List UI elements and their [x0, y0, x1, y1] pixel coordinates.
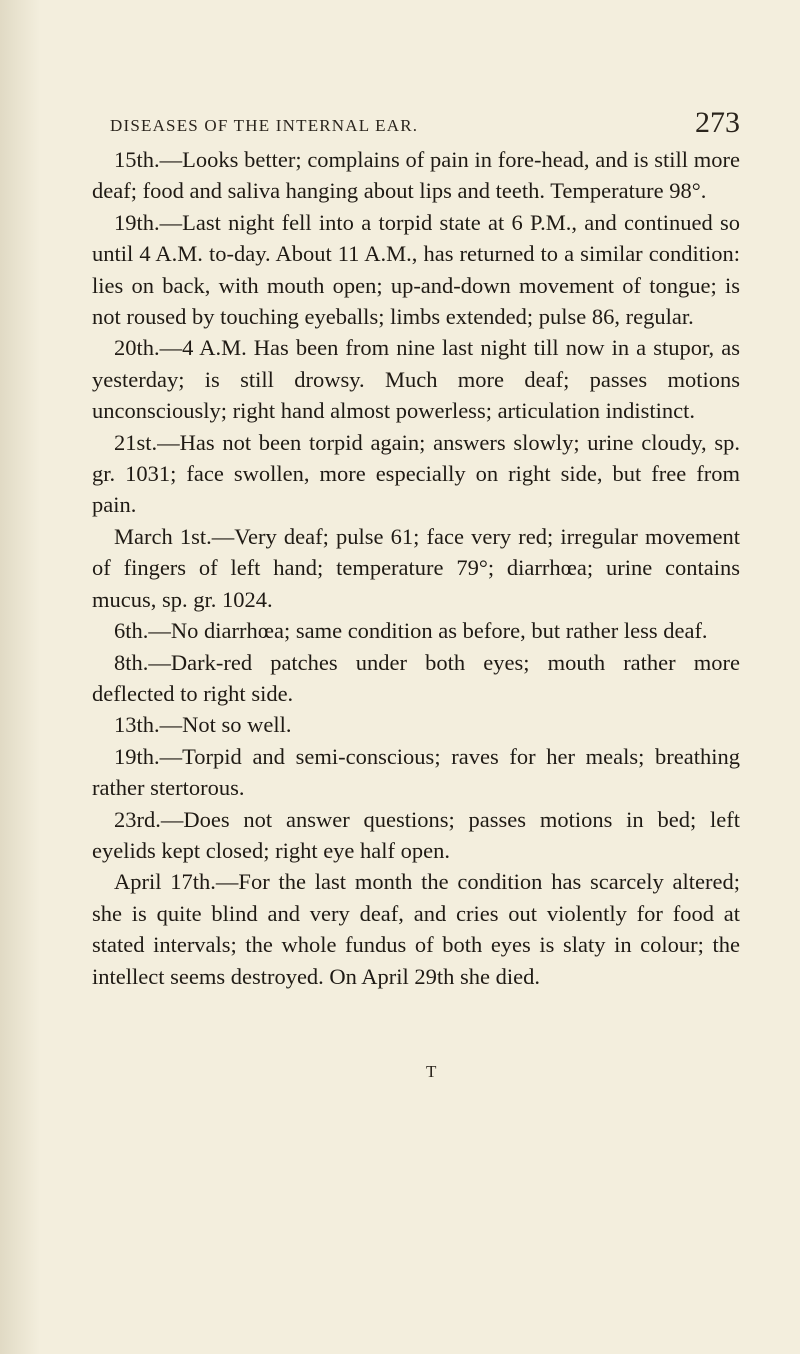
page-header [110, 106, 740, 146]
case-entry-19th-march: 19th.—Torpid and semi-conscious; raves for her meals; breathing rather stertorous. [92, 743, 740, 801]
case-entry-23rd: 23rd.—Does not answer questions; passes motions in bed; left eyelids kept closed; right eye half open. [92, 806, 740, 863]
case-entry-8th: 8th.—Dark-red patches under both eyes; mouth rather more deflected to right side. [92, 649, 740, 706]
body-text [92, 144, 740, 992]
case-entry-march-1st: March 1st.—Very deaf; pulse 61; face very red; irregular movement of fingers of left hand; temperature 79°; diarrhœa; urine contains mucus, sp. gr. 1024. [92, 523, 740, 612]
signature-mark: T [426, 1062, 437, 1081]
case-entry-15th: 15th.—Looks better; complains of pain in fore-head, and is still more deaf; food and saliva hanging about lips and teeth. Temperature 98°. [92, 147, 740, 204]
case-entry-13th: 13th.—Not so well. [114, 712, 292, 738]
case-entry-21st: 21st.—Has not been torpid again; answers slowly; urine cloudy, sp. gr. 1031; face swollen, more especially on right side, but free from pain. [92, 429, 740, 518]
case-entry-19th: 19th.—Last night fell into a torpid state at 6 P.M., and continued so until 4 A.M. to-day. About 11 A.M., has returned to a similar condition: lies on back, with mouth open; up-and-down movement of tongue; is not roused by touching eyeballs; limbs extended; pulse 86, regular. [92, 209, 740, 330]
case-entry-april-17th: April 17th.—For the last month the condition has scarcely altered; she is quite blind and very deaf, and cries out violently for food at stated intervals; the whole fundus of both eyes is slaty in colour; the intellect seems destroyed. On April 29th she died. [92, 869, 740, 989]
case-entry-6th: 6th.—No diarrhœa; same condition as before, but rather less deaf. [114, 618, 708, 644]
page-number: 273 [695, 106, 740, 139]
case-entry-20th: 20th.—4 A.M. Has been from nine last night till now in a stupor, as yesterday; is still drowsy. Much more deaf; passes motions unconsciously; right hand almost powerless; articulation indistinct. [92, 335, 740, 424]
running-head: DISEASES OF THE INTERNAL EAR. [110, 116, 419, 135]
